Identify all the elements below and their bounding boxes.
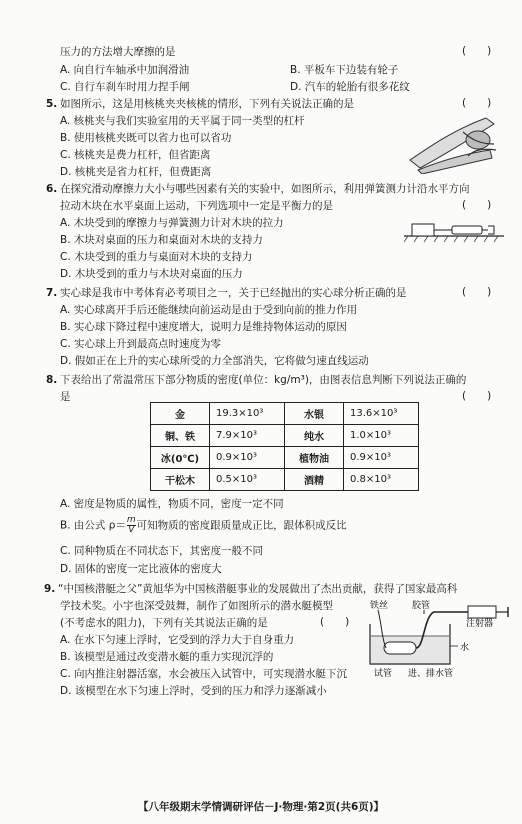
q9-option-a: A. 在水下匀速上浮时，它受到的浮力大于自身重力	[60, 634, 295, 646]
table-cell: 0.5×10³	[210, 469, 285, 491]
label-jinpaishuiguan: 进、排水管	[408, 669, 454, 678]
q7-option-a: A. 实心球离开手后还能继续向前运动是由于受到向前的推力作用	[60, 304, 358, 316]
q8-option-b-suffix: 可知物质的密度跟质量成正比，跟体积成反比	[136, 519, 347, 532]
label-zhusheqi: 注射器	[466, 619, 494, 629]
table-cell: 0.8×10³	[344, 469, 419, 491]
q7-option-c: C. 实心球上升到最高点时速度为零	[60, 338, 222, 350]
table-cell: 19.3×10³	[210, 403, 285, 425]
q9-answer-bracket: ( )	[320, 616, 350, 628]
q4-stem: 压力的方法增大摩擦的是	[60, 46, 176, 58]
q5-number: 5.	[46, 98, 58, 110]
q9-stem-line1: “中国核潜艇之父”黄旭华为中国核潜艇事业的发展做出了杰出贡献，获得了国家最高科	[58, 583, 458, 595]
table-cell: 7.9×10³	[210, 425, 285, 447]
q9-option-b: B. 该模型是通过改变潜水艇的重力实现沉浮的	[60, 651, 274, 663]
q6-option-c: C. 木块受到的重力与桌面对木块的支持力	[60, 251, 253, 263]
table-row	[151, 469, 419, 491]
q7-option-b: B. 实心球下降过程中速度增大，说明力是维持物体运动的原因	[60, 321, 347, 333]
q8-option-b-prefix: B. 由公式 ρ＝	[60, 519, 126, 532]
q4-option-c: C. 自行车刹车时用力捏手闸	[60, 81, 190, 93]
table-cell: 13.6×10³	[344, 403, 419, 425]
density-formula-fraction	[127, 516, 136, 535]
label-tiesi: 铁丝	[370, 601, 389, 611]
table-cell: 金	[151, 403, 210, 425]
q6-option-b: B. 木块对桌面的压力和桌面对木块的支持力	[60, 234, 263, 246]
table-cell: 1.0×10³	[344, 425, 419, 447]
q8-option-d: D. 固体的密度一定比液体的密度大	[60, 563, 222, 575]
q6-option-d: D. 木块受到的重力与木块对桌面的压力	[60, 268, 243, 280]
q5-option-a: A. 核桃夹与我们实验室用的天平属于同一类型的杠杆	[60, 115, 305, 127]
q7-answer-bracket: ( )	[462, 286, 492, 298]
q8-stem-line2: 是	[60, 391, 71, 403]
q7-number: 7.	[46, 287, 58, 299]
q5-option-c: C. 核桃夹是费力杠杆，但省距离	[60, 149, 211, 161]
page-footer: 【八年级期末学情调研评估－J·物理·第2页(共6页)】	[137, 801, 385, 813]
q4-option-a: A. 向自行车轴承中加润滑油	[60, 64, 190, 76]
table-row	[151, 447, 419, 469]
q8-option-c: C. 同种物质在不同状态下，其密度一般不同	[60, 545, 264, 557]
label-jiaoguan: 胶管	[412, 601, 431, 611]
density-table	[150, 402, 419, 491]
table-cell: 干松木	[151, 469, 210, 491]
label-shiguan: 试管	[374, 669, 393, 678]
q6-answer-bracket: ( )	[462, 199, 492, 211]
label-shui: 水	[460, 643, 470, 653]
q8-stem-line1: 下表给出了常温常压下部分物质的密度(单位：kg/m³)，由图表信息判断下列说法正确的	[60, 374, 467, 386]
q9-option-d: D. 该模型在水下匀速上浮时，受到的压力和浮力逐渐减小	[60, 685, 327, 697]
table-row	[151, 425, 419, 447]
q4-option-b: B. 平板车下边装有轮子	[290, 64, 399, 76]
table-row	[151, 403, 419, 425]
q9-stem-line2: 学技术奖。小宇也深受鼓舞，制作了如图所示的潜水艇模型	[60, 600, 333, 612]
submarine-model-figure	[364, 596, 514, 678]
q8-option-a: A. 密度是物质的属性，物质不同，密度一定不同	[60, 498, 284, 510]
q5-option-b: B. 使用核桃夹既可以省力也可以省功	[60, 132, 232, 144]
q6-stem-line1: 在探究滑动摩擦力大小与哪些因素有关的实验中，如图所示，利用弹簧测力计沿水平方向	[60, 183, 470, 195]
nutcracker-figure	[408, 110, 500, 174]
q6-stem-line2: 拉动木块在水平桌面上运动，下列选项中一定是平衡力的是	[60, 200, 333, 212]
q8-number: 8.	[46, 374, 58, 386]
q4-option-d: D. 汽车的轮胎有很多花纹	[290, 81, 410, 93]
table-cell: 纯水	[285, 425, 344, 447]
q6-number: 6.	[46, 183, 58, 195]
q8-answer-bracket: ( )	[462, 390, 492, 402]
q5-option-d: D. 核桃夹是省力杠杆，但费距离	[60, 166, 212, 178]
q5-answer-bracket: ( )	[462, 97, 492, 109]
q5-stem: 如图所示，这是用核桃夹夹核桃的情形，下列有关说法正确的是	[60, 98, 354, 110]
spring-scale-block-figure	[404, 212, 504, 246]
table-cell: 植物油	[285, 447, 344, 469]
table-cell: 水银	[285, 403, 344, 425]
table-cell: 酒精	[285, 469, 344, 491]
q6-option-a: A. 木块受到的摩擦力与弹簧测力计对木块的拉力	[60, 217, 284, 229]
q9-number: 9.	[44, 583, 56, 595]
table-cell: 0.9×10³	[344, 447, 419, 469]
table-cell: 冰(0℃)	[151, 447, 210, 469]
table-cell: 0.9×10³	[210, 447, 285, 469]
q7-option-d: D. 假如正在上升的实心球所受的力全部消失，它将做匀速直线运动	[60, 355, 369, 367]
formula-numerator: m	[126, 515, 136, 525]
table-cell: 铜、铁	[151, 425, 210, 447]
q8-option-b	[60, 516, 347, 535]
q9-stem-line3: (不考虑水的阻力)，下列有关其说法正确的是	[60, 617, 268, 629]
q9-option-c: C. 向内推注射器活塞，水会被压入试管中，可实现潜水艇下沉	[60, 668, 348, 680]
q4-answer-bracket: ( )	[462, 45, 492, 57]
formula-denominator: V	[128, 525, 135, 535]
q7-stem: 实心球是我市中考体育必考项目之一，关于已经抛出的实心球分析正确的是	[60, 287, 407, 299]
